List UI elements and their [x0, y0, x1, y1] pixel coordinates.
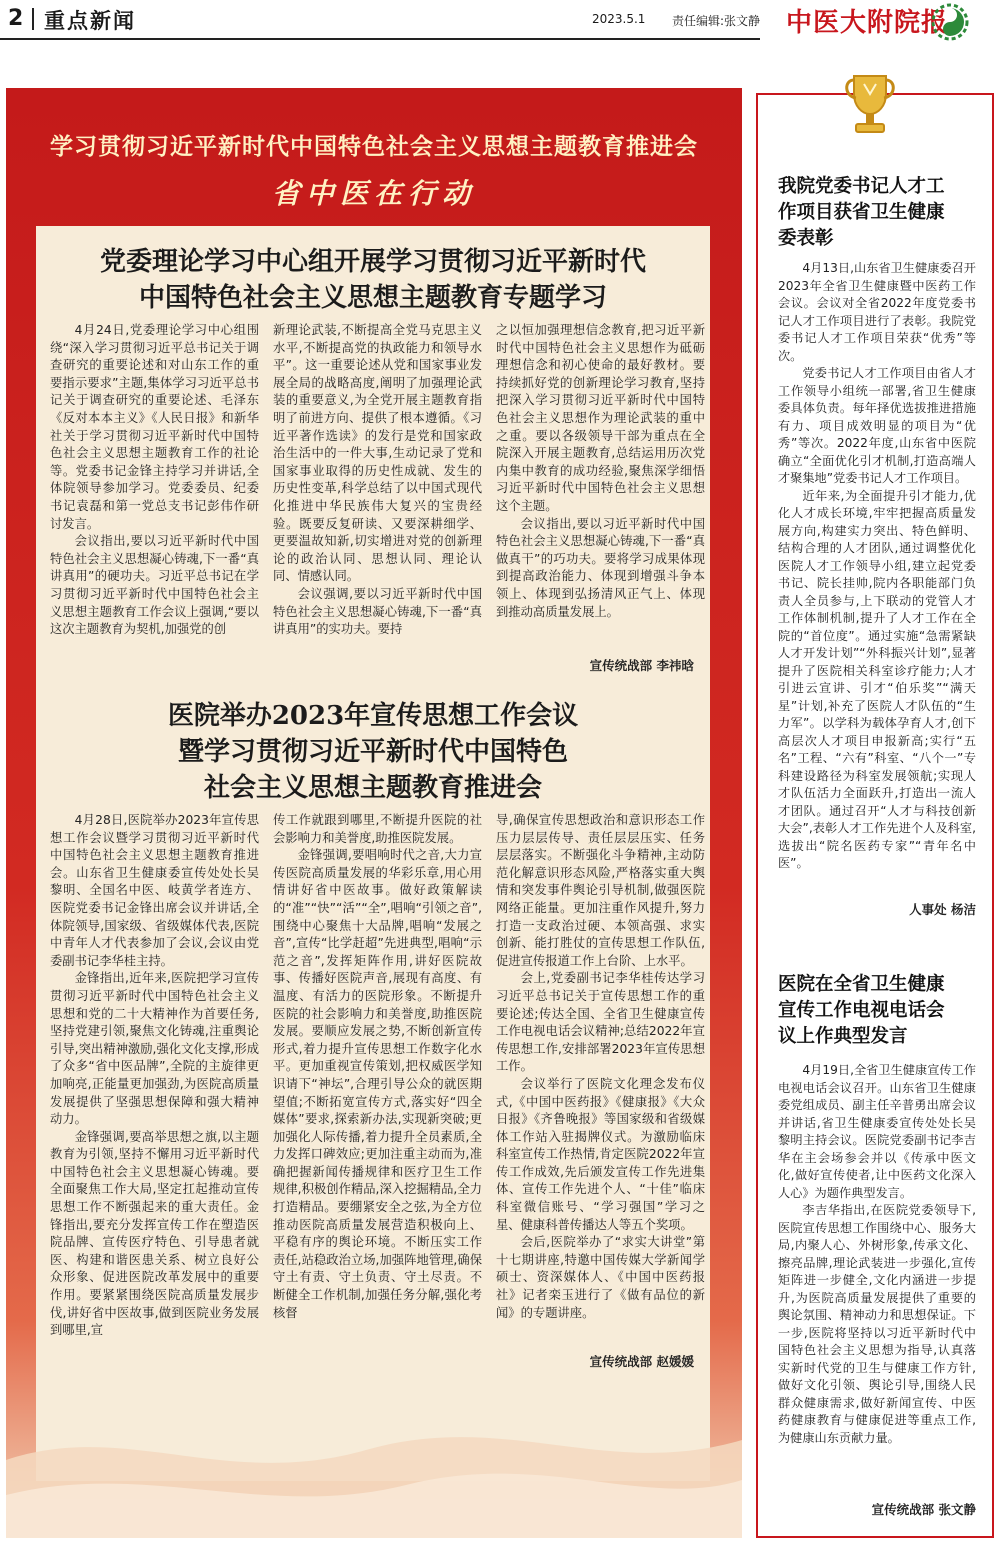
feature-banner-subtitle: 省中医在行动 — [271, 177, 476, 210]
side2-byline: 宣传统战部 张文静 — [871, 1502, 976, 1517]
decorative-waves — [6, 1400, 742, 1538]
article1-paragraph: 会议指出,要以习近平新时代中国特色社会主义思想凝心铸魂,下一番“真做真干”的巧功夫。要将学习成果体现到提高政治能力、体现到增强斗争本领上、体现到弘扬清风正气上、体现到推动高质量发展上。 — [496, 516, 705, 619]
article1-column-1 — [50, 322, 259, 639]
article2-column-3 — [496, 812, 705, 1340]
side1-body — [778, 260, 976, 873]
article2-paragraph: 金锋强调,要高举思想之旗,以主题教育为引领,坚持不懈用习近平新时代中国特色社会主义思想凝心铸魂。要全面聚焦工作大局,坚定扛起推动宣传思想工作不断强起来的重大责任。金锋指出,要充分发挥宣传工作在塑造医院品牌、宣传医疗特色、引导患者就医、构建和谐医患关系、树立良好公众形象、促进医院改革发展中的重要作用。要紧紧围绕医院高质量发展步伐,讲好省中医故事,做到医院业务发展到哪里,宣 — [50, 1129, 259, 1338]
side2-paragraph: 李吉华指出,在医院党委领导下,医院宣传思想工作围绕中心、服务大局,内聚人心、外树形象,传承文化、擦亮品牌,理论武装进一步强化,宣传矩阵进一步健全,文化内涵进一步提升,为医院高质量发展提供了重要的舆论氛围、精神动力和思想保证。下一步,医院将坚持以习近平新时代中国特色社会主义思想为指导,认真落实新时代党的卫生与健康工作方针,做好文化引领、舆论引导,围绕人民群众健康需求,做好新闻宣传、中医药健康教育与健康促进等重点工作,为健康山东贡献力量。 — [778, 1203, 976, 1445]
page-header — [0, 0, 1000, 44]
article1-headline-line1: 党委理论学习中心组开展学习贯彻习近平新时代 — [99, 247, 646, 277]
article2-headline — [36, 698, 710, 806]
article1-headline-line2: 中国特色社会主义思想主题教育专题学习 — [138, 283, 607, 313]
article2-paragraph: 会后,医院举办了“求实大讲堂”第十七期讲座,特邀中国传媒大学新闻学硕士、资深媒体人、《中国中医药报社》记者栾玉进行了《做有品位的新闻》的专题讲座。 — [496, 1235, 705, 1320]
article1-paragraph: 会议指出,要以习近平新时代中国特色社会主义思想凝心铸魂,下一番“真讲真用”的硬功夫。习近平总书记在学习贯彻习近平新时代中国特色社会主义思想主题教育工作会议上强调,“要以这次主题教育为契机,加强党的创 — [50, 534, 259, 637]
side1-headline-line3: 委表彰 — [778, 228, 834, 249]
side2-headline-line3: 议上作典型发言 — [778, 1026, 908, 1047]
side2-paragraph: 4月19日,全省卫生健康宣传工作电视电话会议召开。山东省卫生健康委党组成员、副主任辛普勇出席会议并讲话,省卫生健康委宣传处处长吴黎明主持会议。医院党委副书记李吉华在主会场参会并以《传承中医文化,做好宣传使者,让中医药文化深入人心》为题作典型发言。 — [778, 1063, 976, 1200]
article2-paragraph: 会议举行了医院文化理念发布仪式,《中国中医药报》《健康报》《大众日报》《齐鲁晚报》等国家级和省级媒体工作站入驻揭牌仪式。为激励临床科室宣传工作热情,肯定医院2022年宣传工作成效,先后颁发宣传工作先进集体、宣传工作先进个人、“十佳”临床科室微信账号、“学习强国”学习之星、健康科普传播达人等五个奖项。 — [496, 1076, 705, 1232]
article1-column-3 — [496, 322, 705, 639]
article1-paragraph: 会议强调,要以习近平新时代中国特色社会主义思想凝心铸魂,下一番“真讲真用”的实功夫。要持 — [273, 586, 482, 637]
side1-paragraph: 4月13日,山东省卫生健康委召开2023年全省卫生健康暨中医药工作会议。会议对全省2022年度党委书记人才工作项目进行了表彰。我院党委书记人才工作项目荣获“优秀”等次。 — [778, 261, 976, 363]
article2-paragraph: 金锋指出,近年来,医院把学习宣传贯彻习近平新时代中国特色社会主义思想和党的二十大精神作为首要任务,坚持党建引领,聚焦文化铸魂,注重舆论引导,突出精神激励,强化文化支撑,形成了众多“省中医品牌”,全院的主旋律更加响亮,正能量更加强劲,为医院高质量发展提供了坚强思想保障和强大精神动力。 — [50, 971, 259, 1127]
header-divider — [32, 8, 34, 30]
article2-paragraph: 4月28日,医院举办2023年宣传思想工作会议暨学习贯彻习近平新时代中国特色社会主义思想主题教育推进会。山东省卫生健康委宣传处处长吴黎明、全国名中医、岐黄学者连方、医院党委书记金锋出席会议并讲话,全体院领导,国家级、省级媒体代表,医院中青年人才代表参加了会议,会议由党委副书记李华桂主持。 — [50, 813, 259, 968]
article2-paragraph: 金锋强调,要唱响时代之音,大力宣传医院高质量发展的华彩乐章,用心用情讲好省中医故事。做好政策解读的“准”“快”“活”“全”,唱响“引领之音”,围绕中心聚焦十大品牌,唱响“发展之音”,宣传“比学赶超”先进典型,唱响“示范之音”,发挥矩阵作用,讲好医院故事、传播好医院声音,展现有高度、有温度、有活力的医院形象。不断提升医院的社会影响力和美誉度,助推医院发展。要顺应发展之势,不断创新宣传形式,着力提升宣传思想工作数字化水平。更加重视宣传策划,把权威医学知识请下“神坛”,合理引导公众的就医期望值;不断拓宽宣传方式,落实好“四全媒体”要求,探索新办法,实现新突破;更加强化人际传播,着力提升全员素质,全力发挥口碑效应;更加注重主动而为,准确把握新闻传播规律和医疗卫生工作规律,积极创作精品,深入挖掘精品,全力打造精品。要绷紧安全之弦,为全方位推动医院高质量发展营造积极向上、平稳有序的舆论环境。不断压实工作责任,站稳政治立场,加强阵地管理,确保守土有责、守土负责、守土尽责。不断健全工作机制,加强任务分解,强化考核督 — [273, 848, 482, 1320]
side2-headline-line2: 宣传工作电视电话会 — [778, 1000, 945, 1021]
article1-body — [50, 322, 705, 639]
article2-byline: 宣传统战部 赵媛媛 — [589, 1354, 694, 1369]
article1-headline — [36, 244, 710, 316]
article2-headline-line3: 社会主义思想主题教育推进会 — [203, 773, 542, 803]
taiji-logo-icon — [930, 2, 970, 42]
page-number: 2 — [8, 6, 24, 31]
article1-byline: 宣传统战部 李祎晗 — [589, 658, 694, 673]
side1-headline — [778, 174, 945, 252]
article2-column-2 — [273, 812, 482, 1340]
trophy-icon — [840, 68, 900, 138]
responsible-editor: 责任编辑:张文静 — [672, 14, 761, 28]
side1-paragraph: 党委书记人才工作项目由省人才工作领导小组统一部署,省卫生健康委具体负责。每年择优选拔推进措施有力、项目成效明显的项目为“优秀”等次。2022年度,山东省中医院确立“全面优化引才机制,打造高端人才聚集地”党委书记人才工作项目。 — [778, 366, 976, 485]
header-rule — [0, 38, 760, 40]
side2-headline-line1: 医院在全省卫生健康 — [778, 974, 945, 995]
article2-body — [50, 812, 705, 1340]
article2-paragraph: 传工作就跟到哪里,不断提升医院的社会影响力和美誉度,助推医院发展。 — [273, 813, 482, 845]
article1-paragraph: 新理论武装,不断提高全党马克思主义水平,不断提高党的执政能力和领导水平”。这一重要论述从党和国家事业发展全局的战略高度,阐明了加强理论武装的重要意义,为全党开展主题教育指明了前进方向、提供了根本遵循。《习近平著作选读》的发行是党和国家政治生活中的一件大事,生动记录了党和国家事业取得的历史性成就、发生的历史性变革,科学总结了以中国式现代化推进中华民族伟大复兴的宝贵经验。既要反复研读、又要深耕细学、更要温故知新,切实增进对党的创新理论的政治认同、思想认同、理论认同、情感认同。 — [273, 323, 482, 584]
article2-paragraph: 导,确保宣传思想政治和意识形态工作压力层层传导、责任层层压实、任务层层落实。不断强化斗争精神,主动防范化解意识形态风险,严格落实重大舆情和突发事件舆论引导机制,做强医院网络正能量。更加注重作风提升,努力打造一支政治过硬、本领高强、求实创新、能打胜仗的宣传思想工作队伍,促进宣传报道工作上台阶、上水平。 — [496, 813, 705, 968]
side1-headline-line1: 我院党委书记人才工 — [778, 176, 945, 197]
side1-paragraph: 近年来,为全面提升引才能力,优化人才成长环境,牢牢把握高质量发展方向,构建实力突出、特色鲜明、结构合理的人才团队,通过调整优化医院人才工作领导小组,建立起党委书记、院长挂帅,院内各职能部门负责人全员参与,上下联动的党管人才工作体制机制,提升了人才工作在全院的“首位度”。通过实施“急需紧缺人才开发计划”“外科振兴计划”,显著提升了医院相关科室诊疗能力;人才引进云宣讲、引才“伯乐奖”“满天星”计划,补充了医院人才队伍的“生力军”。以学科为载体孕育人才,创下高层次人才项目申报新高;实行“五名”工程、“六有”科室、“八个一”专科建设路径为科室发展领航;实现人才队伍活力全面跃升,打造出一流人才团队。通过召开“人才与科技创新大会”,表彰人才工作先进个人及科室,选拔出“院名医药专家”“青年名中医”。 — [778, 488, 976, 870]
article1-column-2 — [273, 322, 482, 639]
side2-headline — [778, 972, 945, 1050]
feature-banner-title: 学习贯彻习近平新时代中国特色社会主义思想主题教育推进会 — [50, 133, 698, 160]
article2-column-1 — [50, 812, 259, 1340]
issue-date: 2023.5.1 — [592, 12, 646, 26]
article2-headline-line2: 暨学习贯彻习近平新时代中国特色 — [177, 737, 568, 767]
article1-paragraph: 4月24日,党委理论学习中心组围绕“深入学习贯彻习近平总书记关于调查研究的重要论述和对山东工作的重要指示要求”主题,集体学习习近平总书记关于调查研究的重要论述、毛泽东《反对本本主义》《人民日报》和新华社关于学习贯彻习近平新时代中国特色社会主义思想主题教育工作的社论等。党委书记金锋主持学习并讲话,全体院领导参加学习。党委委员、纪委书记袁磊和第一党总支书记彭伟作研讨发言。 — [50, 323, 259, 531]
side1-headline-line2: 作项目获省卫生健康 — [778, 202, 945, 223]
article1-paragraph: 之以恒加强理想信念教育,把习近平新时代中国特色社会主义思想作为砥砺理想信念和初心使命的最好教材。要持续抓好党的创新理论学习教育,坚持把深入学习贯彻习近平新时代中国特色社会主义思想作为理论武装的重中之重。要以各级领导干部为重点在全院深入开展主题教育,总结运用历次党内集中教育的成功经验,聚焦深学细悟习近平新时代中国特色社会主义思想这个主题。 — [496, 323, 705, 513]
article2-headline-line1: 医院举办2023年宣传思想工作会议 — [167, 701, 579, 731]
section-title: 重点新闻 — [44, 9, 136, 33]
side1-byline: 人事处 杨洁 — [909, 902, 976, 917]
masthead-logo: 中医大附院报 — [786, 8, 949, 38]
side2-body — [778, 1062, 976, 1447]
article2-paragraph: 会上,党委副书记李华桂传达学习习近平总书记关于宣传思想工作的重要论述;传达全国、全省卫生健康宣传工作电视电话会议精神;总结2022年宣传思想工作,安排部署2023年宣传思想工作。 — [496, 971, 705, 1074]
